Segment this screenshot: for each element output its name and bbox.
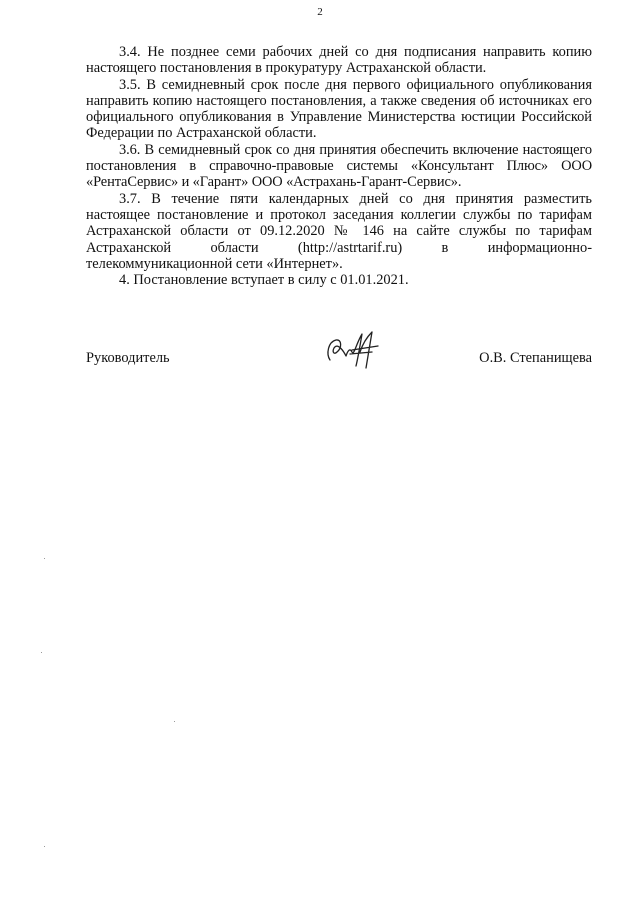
scan-speck [44,846,45,847]
paragraph-4: 4. Постановление вступает в силу с 01.01.2021. [119,272,409,289]
paragraph-3-6: 3.6. В семидневный срок со дня принятия обеспечить включение настоящего постановления в справочно-правовые системы «Консультант Плюс» ООО «РентаСервис» и «Гарант» ООО «Астрахань-Гарант-Сервис». [86,141,592,191]
paragraph-3-5: 3.5. В семидневный срок после дня первого официального опубликования направить копию настоящего постановления, а также сведения об источниках его официального опубликования в Управление Министерства юстиции Российской Федерации по Астраханской области. [86,76,592,142]
handwritten-signature [322,330,392,370]
paragraph-3-7: 3.7. В течение пяти календарных дней со дня принятия разместить настоящее постановление и протокол заседания коллегии службы по тарифам Астраханской области от 09.12.2020 № 146 на сайте службы по тарифам Астраханской области (http://astrtarif.ru) в информационно-телекоммуникационной сети «Интернет». [86,190,592,272]
signature-block [86,350,592,380]
scan-speck [174,721,175,722]
scan-speck [41,652,42,653]
document-body [86,44,592,288]
paragraph-3-4: 3.4. Не позднее семи рабочих дней со дня подписания направить копию настоящего постановления в прокуратуру Астраханской области. [86,44,592,77]
page-number: 2 [317,6,323,18]
signer-name: О.В. Степанищева [479,350,592,366]
scan-speck [44,558,45,559]
signer-position: Руководитель [86,350,170,366]
